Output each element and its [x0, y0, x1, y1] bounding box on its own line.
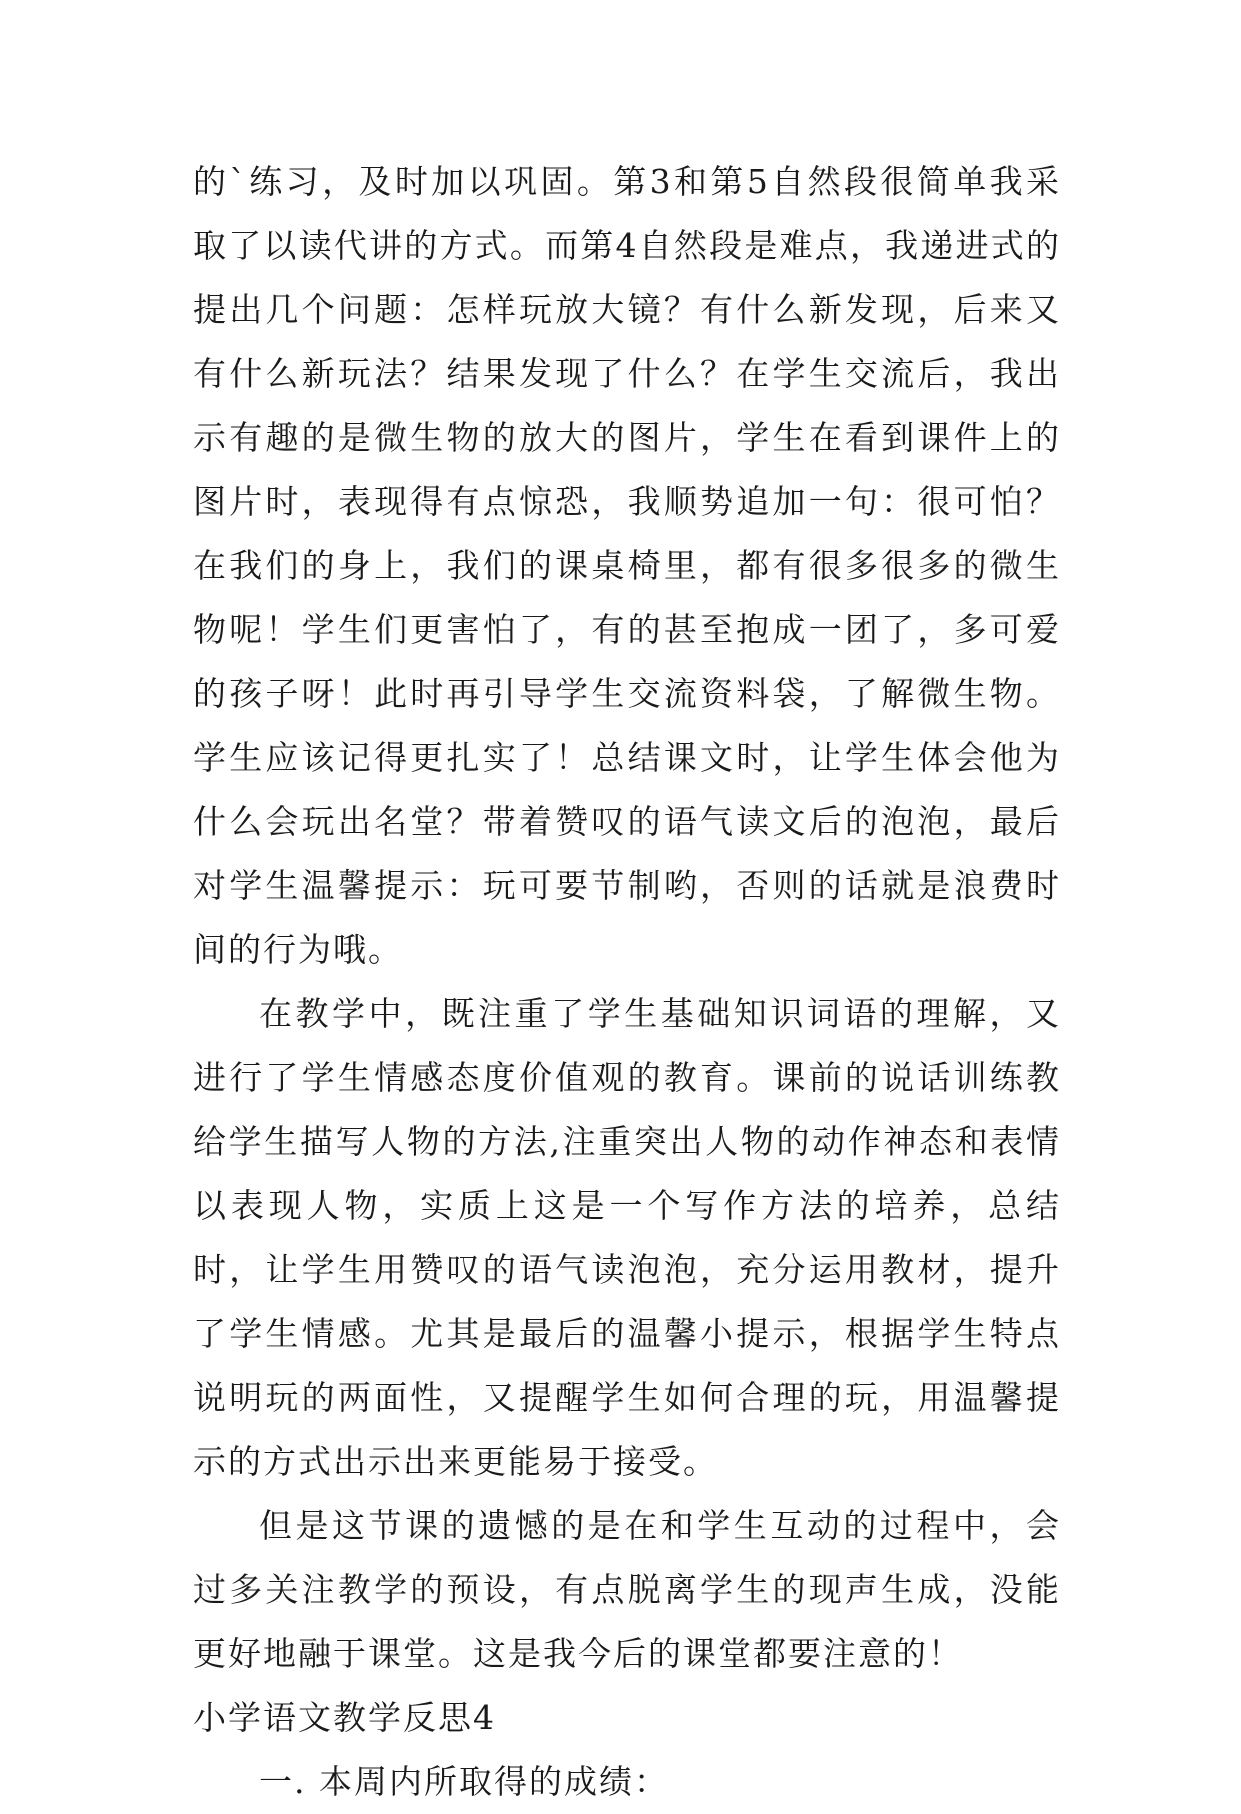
- subsection-heading: 一. 本周内所取得的成绩：: [259, 1762, 669, 1801]
- paragraph-continued: 的`练习，及时加以巩固。第3和第5自然段很简单我采取了以读代讲的方式。而第4自然段是难点，我递进式的提出几个问题：怎样玩放大镜？有什么新发现，后来又有什么新玩法？结果发现了什么？在学生交流后，我出示有趣的是微生物的放大的图片，学生在看到课件上的图片时，表现得有点惊恐，我顺势追加一句：很可怕？在我们的身上，我们的课桌椅里，都有很多很多的微生物呢！学生们更害怕了，有的甚至抱成一团了，多可爱的孩子呀！此时再引导学生交流资料袋，了解微生物。学生应该记得更扎实了！总结课文时，让学生体会他为什么会玩出名堂？带着赞叹的语气读文后的泡泡，最后对学生温馨提示：玩可要节制哟，否则的话就是浪费时间的行为哦。: [193, 162, 1061, 969]
- paragraph-regret: 但是这节课的遗憾的是在和学生互动的过程中，会过多关注教学的预设，有点脱离学生的现声生成，没能更好地融于课堂。这是我今后的课堂都要注意的！: [193, 1506, 1061, 1673]
- paragraph-teaching: 在教学中，既注重了学生基础知识词语的理解，又进行了学生情感态度价值观的教育。课前的说话训练教给学生描写人物的方法,注重突出人物的动作神态和表情以表现人物，实质上这是一个写作方法的培养，总结时，让学生用赞叹的语气读泡泡，充分运用教材，提升了学生情感。尤其是最后的温馨小提示，根据学生特点说明玩的两面性，又提醒学生如何合理的玩，用温馨提示的方式出示出来更能易于接受。: [193, 994, 1061, 1481]
- section-title: 小学语文教学反思4: [193, 1698, 496, 1737]
